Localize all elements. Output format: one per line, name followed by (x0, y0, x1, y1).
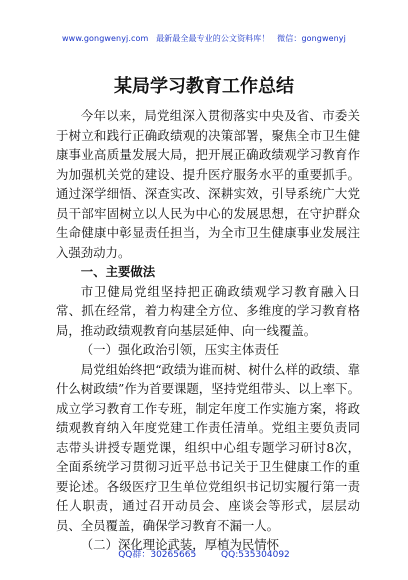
section-heading-1: 一、主要做法 (80, 264, 156, 279)
qq-contact: QQ:535304092 (221, 550, 290, 560)
wechat-id: 微信：gongwenyj (277, 34, 346, 43)
document-title: 某局学习教育工作总结 (114, 76, 294, 97)
document-body (56, 106, 360, 555)
subsection-1-paragraph: 局党组始终把“政绩为谁而树、树什么样的政绩、靠什么树政绩”作为首要课题，坚持党组带头、以上率下。成立学习教育工作专班，制定年度工作实施方案，将政绩观教育纳入年度党建工作责任清单。党组主要负责同志带头讲授专题党课，组织中心组专题学习研讨8次，全面系统学习贯彻习近平总书记关于卫生健康工作的重要论述。各级医疗卫生单位党组织书记切实履行第一责任人职责，通过召开动员会、座谈会等形式，层层动员、全员覆盖，确保学习教育不漏一人。 (56, 361, 360, 533)
site-header (0, 33, 408, 44)
qq-group: QQ群：30265665 (118, 550, 197, 560)
site-slogan: 最新最全最专业的公文资料库！ (156, 34, 270, 43)
subsection-heading-1: （一）强化政治引领，压实主体责任 (80, 342, 280, 357)
site-footer (0, 547, 408, 560)
section-1-paragraph: 市卫健局党组坚持把正确政绩观学习教育融入日常、抓在经常，着力构建全方位、多维度的学习教育格局，推动政绩观教育向基层延伸、向一线覆盖。 (56, 283, 360, 338)
intro-paragraph: 今年以来，局党组深入贯彻落实中央及省、市委关于树立和践行正确政绩观的决策部署，聚焦全市卫生健康事业高质量发展大局，把开展正确政绩观学习教育作为加强机关党的建设、提升医疗服务水平的重要抓手。通过深学细悟、深查实改、深耕实效，引导系统广大党员干部牢固树立以人民为中心的发展思想，在守护群众生命健康中彰显责任担当，为全市卫生健康事业发展注入强劲动力。 (56, 108, 360, 260)
subsection-heading-2: （二）深化理论武装，厚植为民情怀 (80, 537, 280, 552)
site-url[interactable]: www.gongwenyj.com (62, 34, 149, 43)
